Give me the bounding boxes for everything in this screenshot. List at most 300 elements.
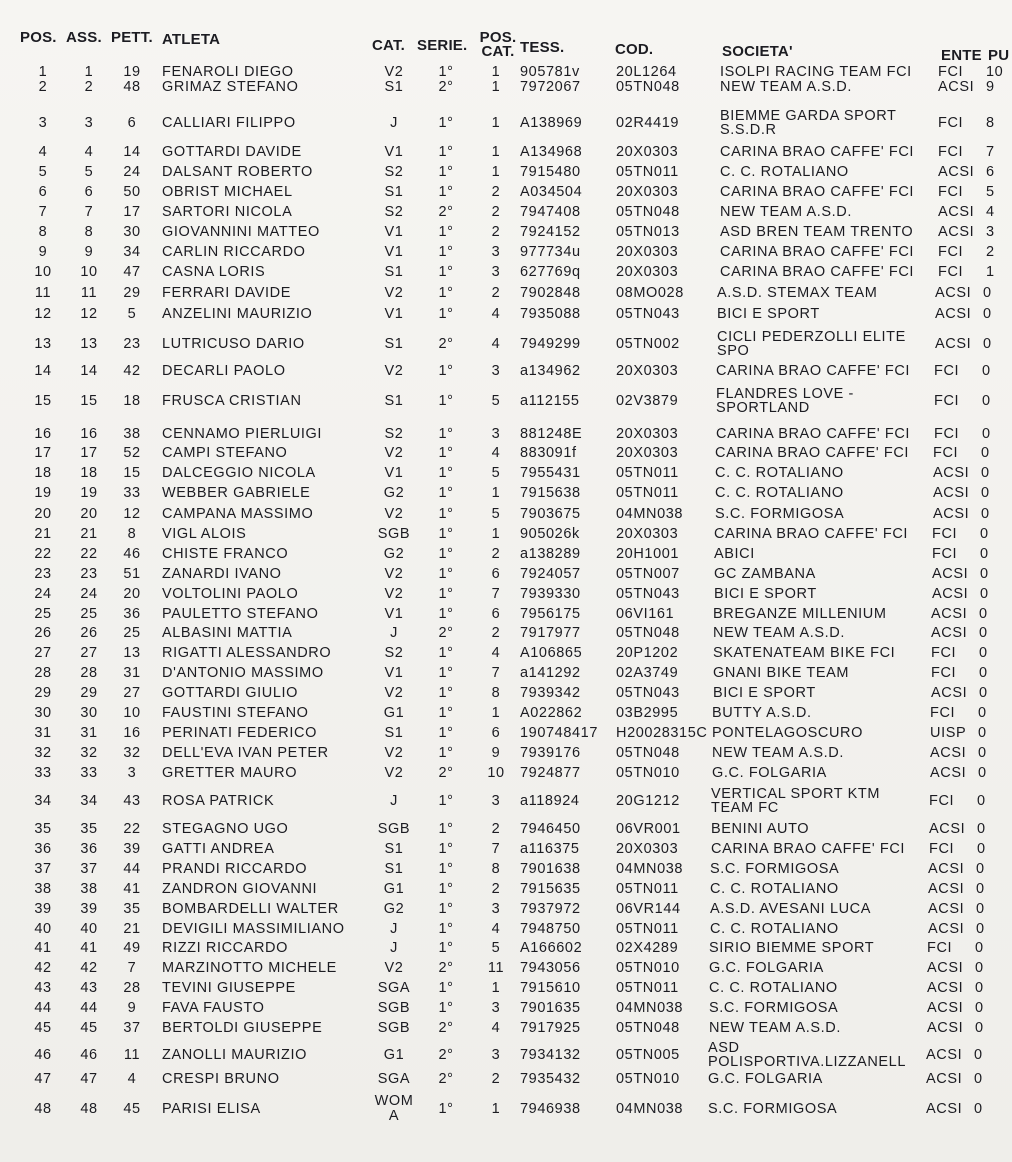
cell-ass: 7 xyxy=(84,204,94,220)
cell-serie: 1° xyxy=(438,264,454,280)
cell-ass: 4 xyxy=(84,144,94,160)
cell-poscat: 3 xyxy=(491,793,501,809)
cell-ass: 48 xyxy=(80,1101,98,1117)
cell-pu: 0 xyxy=(976,921,985,937)
cell-pos: 41 xyxy=(34,940,52,956)
cell-poscat: 9 xyxy=(491,745,501,761)
cell-cat: SGA xyxy=(377,1071,411,1087)
cell-ass: 30 xyxy=(80,705,98,721)
cell-pos: 30 xyxy=(34,705,52,721)
cell-serie: 1° xyxy=(438,901,454,917)
cell-pu: 0 xyxy=(979,665,988,681)
cell-poscat: 7 xyxy=(491,841,501,857)
cell-pett: 27 xyxy=(123,685,141,701)
cell-ente: ACSI xyxy=(931,606,968,622)
cell-poscat: 2 xyxy=(491,881,501,897)
cell-tess: 7934132 xyxy=(520,1047,581,1063)
cell-societa: ASD POLISPORTIVA.LIZZANELL xyxy=(708,1040,907,1070)
cell-ass: 39 xyxy=(80,901,98,917)
cell-cat: SGB xyxy=(377,526,411,542)
cell-ente: FCI xyxy=(933,445,959,461)
cell-societa: CARINA BRAO CAFFE' FCI xyxy=(720,264,915,280)
cell-ente: FCI xyxy=(938,115,964,131)
cell-pu: 0 xyxy=(981,485,990,501)
cell-pos: 19 xyxy=(34,485,52,501)
cell-ass: 1 xyxy=(84,64,94,80)
cell-ass: 40 xyxy=(80,921,98,937)
cell-atleta: RIZZI RICCARDO xyxy=(162,940,289,956)
cell-serie: 2° xyxy=(438,960,454,976)
cell-ente: FCI xyxy=(932,546,958,562)
cell-cod: 05TN011 xyxy=(616,921,679,937)
cell-pos: 45 xyxy=(34,1020,52,1036)
cell-ass: 17 xyxy=(80,445,98,461)
cell-ente: ACSI xyxy=(927,960,964,976)
cell-atleta: PERINATI FEDERICO xyxy=(162,725,317,741)
cell-pos: 40 xyxy=(34,921,52,937)
cell-ente: FCI xyxy=(931,665,957,681)
cell-ente: FCI xyxy=(938,64,964,80)
cell-pett: 43 xyxy=(123,793,141,809)
cell-pos: 9 xyxy=(38,244,48,260)
cell-poscat: 1 xyxy=(491,485,501,501)
cell-cod: 05TN011 xyxy=(616,465,679,481)
cell-serie: 1° xyxy=(438,393,454,409)
cell-cat: G2 xyxy=(383,485,405,501)
cell-pu: 0 xyxy=(979,625,988,641)
cell-cod: 05TN005 xyxy=(616,1047,680,1063)
cell-pos: 31 xyxy=(34,725,52,741)
cell-tess: 7939342 xyxy=(520,685,581,701)
cell-serie: 1° xyxy=(438,793,454,809)
cell-pu: 0 xyxy=(977,793,986,809)
cell-societa: NEW TEAM A.S.D. xyxy=(709,1020,842,1036)
cell-ass: 27 xyxy=(80,645,98,661)
cell-tess: 7943056 xyxy=(520,960,581,976)
cell-pu: 4 xyxy=(986,204,995,220)
cell-cod: 04MN038 xyxy=(616,861,684,877)
cell-cat: V2 xyxy=(384,586,404,602)
cell-cod: 05TN043 xyxy=(616,306,680,322)
cell-pos: 21 xyxy=(34,526,52,542)
cell-pos: 22 xyxy=(34,546,52,562)
cell-pu: 0 xyxy=(978,705,987,721)
cell-pu: 0 xyxy=(982,363,991,379)
cell-atleta: CENNAMO PIERLUIGI xyxy=(162,426,323,442)
cell-pett: 11 xyxy=(123,1047,141,1063)
cell-pett: 5 xyxy=(127,306,137,322)
cell-pett: 45 xyxy=(123,1101,141,1117)
cell-pos: 42 xyxy=(34,960,52,976)
cell-atleta: PAULETTO STEFANO xyxy=(162,606,319,622)
cell-cod: 20P1202 xyxy=(616,645,679,661)
cell-pos: 8 xyxy=(38,224,48,240)
cell-atleta: SARTORI NICOLA xyxy=(162,204,293,220)
cell-societa: CARINA BRAO CAFFE' FCI xyxy=(716,363,911,379)
cell-pett: 10 xyxy=(123,705,141,721)
cell-cod: 02V3879 xyxy=(616,393,679,409)
cell-ente: ACSI xyxy=(933,465,970,481)
cell-poscat: 4 xyxy=(491,306,501,322)
cell-tess: a141292 xyxy=(520,665,581,681)
cell-tess: a134962 xyxy=(520,363,581,379)
cell-pett: 6 xyxy=(127,115,137,131)
cell-ass: 24 xyxy=(80,586,98,602)
cell-cod: 02X4289 xyxy=(616,940,679,956)
cell-ass: 13 xyxy=(80,336,98,352)
cell-ass: 16 xyxy=(80,426,98,442)
cell-atleta: BERTOLDI GIUSEPPE xyxy=(162,1020,323,1036)
cell-societa: CARINA BRAO CAFFE' FCI xyxy=(720,184,915,200)
cell-serie: 1° xyxy=(438,586,454,602)
cell-ente: ACSI xyxy=(931,625,968,641)
cell-ente: FCI xyxy=(929,841,955,857)
cell-atleta: ALBASINI MATTIA xyxy=(162,625,293,641)
cell-pett: 9 xyxy=(127,1000,137,1016)
cell-ass: 18 xyxy=(80,465,98,481)
cell-serie: 2° xyxy=(438,336,454,352)
header-serie: SERIE. xyxy=(417,37,468,54)
cell-ente: ACSI xyxy=(938,224,975,240)
cell-atleta: DELL'EVA IVAN PETER xyxy=(162,745,329,761)
cell-poscat: 2 xyxy=(491,224,501,240)
header-cod: COD. xyxy=(615,41,654,58)
cell-cat: V2 xyxy=(384,363,404,379)
cell-cat: SGA xyxy=(377,980,411,996)
header-tess: TESS. xyxy=(520,39,565,56)
cell-poscat: 10 xyxy=(487,765,505,781)
cell-poscat: 1 xyxy=(491,144,501,160)
cell-societa: G.C. FOLGARIA xyxy=(712,765,827,781)
cell-tess: a118924 xyxy=(520,793,580,809)
cell-serie: 1° xyxy=(438,841,454,857)
cell-ente: ACSI xyxy=(926,1047,963,1063)
cell-serie: 1° xyxy=(438,244,454,260)
cell-tess: 627769q xyxy=(520,264,581,280)
cell-serie: 1° xyxy=(438,164,454,180)
cell-tess: 7901635 xyxy=(520,1000,581,1016)
cell-cod: 05TN011 xyxy=(616,485,679,501)
cell-societa: NEW TEAM A.S.D. xyxy=(720,204,853,220)
cell-cod: 20X0303 xyxy=(616,244,679,260)
cell-cod: 05TN010 xyxy=(616,765,680,781)
cell-poscat: 2 xyxy=(491,546,501,562)
cell-serie: 1° xyxy=(438,606,454,622)
cell-pos: 46 xyxy=(34,1047,52,1063)
cell-societa: BICI E SPORT xyxy=(713,685,816,701)
cell-cod: 05TN002 xyxy=(616,336,680,352)
cell-tess: 977734u xyxy=(520,244,581,260)
cell-atleta: DECARLI PAOLO xyxy=(162,363,286,379)
cell-poscat: 1 xyxy=(491,1101,501,1117)
cell-pu: 0 xyxy=(975,940,984,956)
cell-pett: 42 xyxy=(123,363,141,379)
cell-ente: ACSI xyxy=(928,901,965,917)
cell-cat: S1 xyxy=(384,841,404,857)
cell-pett: 30 xyxy=(123,224,141,240)
cell-pu: 10 xyxy=(986,64,1004,80)
cell-tess: A022862 xyxy=(520,705,583,721)
cell-cat: V1 xyxy=(384,465,404,481)
cell-societa: SKATENATEAM BIKE FCI xyxy=(713,645,896,661)
cell-atleta: OBRIST MICHAEL xyxy=(162,184,293,200)
cell-atleta: CALLIARI FILIPPO xyxy=(162,115,296,131)
cell-pett: 35 xyxy=(123,901,141,917)
cell-pu: 0 xyxy=(981,506,990,522)
cell-serie: 1° xyxy=(438,566,454,582)
cell-atleta: ZANOLLI MAURIZIO xyxy=(162,1047,307,1063)
cell-pett: 13 xyxy=(123,645,141,661)
cell-tess: 7947408 xyxy=(520,204,581,220)
cell-pos: 48 xyxy=(34,1101,52,1117)
cell-ass: 23 xyxy=(80,566,98,582)
cell-pett: 21 xyxy=(123,921,141,937)
cell-tess: 7955431 xyxy=(520,465,581,481)
cell-ass: 36 xyxy=(80,841,98,857)
cell-tess: 7917925 xyxy=(520,1020,581,1036)
header-ass: ASS. xyxy=(66,29,102,46)
cell-ente: FCI xyxy=(934,363,960,379)
cell-tess: 7915480 xyxy=(520,164,581,180)
cell-ente: ACSI xyxy=(926,1071,963,1087)
cell-cod: 02A3749 xyxy=(616,665,679,681)
cell-cat: V1 xyxy=(384,224,404,240)
cell-pett: 28 xyxy=(123,980,141,996)
cell-cod: 20X0303 xyxy=(616,264,679,280)
cell-atleta: DALCEGGIO NICOLA xyxy=(162,465,316,481)
cell-cat: WOM A xyxy=(374,1093,414,1124)
cell-poscat: 4 xyxy=(491,1020,501,1036)
cell-serie: 1° xyxy=(438,285,454,301)
cell-pu: 0 xyxy=(976,881,985,897)
cell-cat: G2 xyxy=(383,546,405,562)
cell-ente: ACSI xyxy=(927,980,964,996)
cell-serie: 1° xyxy=(438,445,454,461)
cell-cod: 20X0303 xyxy=(616,144,679,160)
cell-cat: V1 xyxy=(384,665,404,681)
cell-cat: V1 xyxy=(384,244,404,260)
cell-ente: UISP xyxy=(930,725,967,741)
cell-cod: 05TN048 xyxy=(616,1020,680,1036)
cell-ente: ACSI xyxy=(929,821,966,837)
cell-cat: G2 xyxy=(383,901,405,917)
cell-pett: 51 xyxy=(123,566,141,582)
cell-cat: S1 xyxy=(384,79,404,95)
cell-pett: 52 xyxy=(123,445,141,461)
cell-pos: 3 xyxy=(38,115,48,131)
cell-societa: CARINA BRAO CAFFE' FCI xyxy=(716,426,911,442)
cell-poscat: 5 xyxy=(491,940,501,956)
cell-pett: 50 xyxy=(123,184,141,200)
cell-pu: 3 xyxy=(986,224,995,240)
cell-societa: CARINA BRAO CAFFE' FCI xyxy=(720,144,915,160)
cell-pos: 20 xyxy=(34,506,52,522)
cell-tess: A134968 xyxy=(520,144,583,160)
cell-societa: BUTTY A.S.D. xyxy=(712,705,812,721)
cell-ente: FCI xyxy=(934,426,960,442)
cell-societa: S.C. FORMIGOSA xyxy=(715,506,845,522)
cell-pu: 0 xyxy=(975,1000,984,1016)
cell-poscat: 4 xyxy=(491,336,501,352)
cell-ass: 47 xyxy=(80,1071,98,1087)
cell-cat: G1 xyxy=(383,705,405,721)
cell-ente: ACSI xyxy=(935,285,972,301)
cell-pu: 0 xyxy=(982,393,991,409)
cell-ass: 28 xyxy=(80,665,98,681)
cell-serie: 1° xyxy=(438,465,454,481)
cell-atleta: CARLIN RICCARDO xyxy=(162,244,306,260)
cell-ass: 11 xyxy=(80,285,98,301)
cell-cod: 02R4419 xyxy=(616,115,680,131)
cell-poscat: 2 xyxy=(491,821,501,837)
cell-pu: 0 xyxy=(980,566,989,582)
cell-pos: 33 xyxy=(34,765,52,781)
cell-atleta: GATTI ANDREA xyxy=(162,841,275,857)
cell-atleta: ANZELINI MAURIZIO xyxy=(162,306,313,322)
cell-atleta: RIGATTI ALESSANDRO xyxy=(162,645,332,661)
cell-pett: 12 xyxy=(123,506,141,522)
cell-cod: 04MN038 xyxy=(616,1000,684,1016)
cell-tess: 190748417 xyxy=(520,725,598,741)
cell-ente: ACSI xyxy=(933,485,970,501)
cell-poscat: 4 xyxy=(491,445,501,461)
cell-ass: 5 xyxy=(84,164,94,180)
cell-serie: 1° xyxy=(438,546,454,562)
cell-pett: 3 xyxy=(127,765,137,781)
cell-tess: 7915635 xyxy=(520,881,581,897)
cell-cat: SGB xyxy=(377,1000,411,1016)
cell-atleta: STEGAGNO UGO xyxy=(162,821,289,837)
cell-ass: 46 xyxy=(80,1047,98,1063)
cell-poscat: 3 xyxy=(491,901,501,917)
cell-pu: 0 xyxy=(974,1101,983,1117)
cell-atleta: FAUSTINI STEFANO xyxy=(162,705,309,721)
cell-cat: S1 xyxy=(384,393,404,409)
cell-cod: 05TN010 xyxy=(616,1071,680,1087)
cell-serie: 2° xyxy=(438,79,454,95)
cell-ass: 14 xyxy=(80,363,98,379)
cell-pu: 0 xyxy=(982,426,991,442)
cell-pett: 49 xyxy=(123,940,141,956)
cell-pos: 5 xyxy=(38,164,48,180)
cell-poscat: 11 xyxy=(487,960,505,976)
cell-pu: 0 xyxy=(975,1020,984,1036)
cell-cat: S2 xyxy=(384,164,404,180)
cell-pett: 4 xyxy=(127,1071,137,1087)
cell-cod: 05TN043 xyxy=(616,586,680,602)
cell-poscat: 5 xyxy=(491,465,501,481)
cell-societa: SIRIO BIEMME SPORT xyxy=(709,940,875,956)
cell-serie: 1° xyxy=(438,363,454,379)
cell-ass: 41 xyxy=(80,940,98,956)
cell-serie: 1° xyxy=(438,861,454,877)
cell-ass: 45 xyxy=(80,1020,98,1036)
cell-pu: 0 xyxy=(974,1071,983,1087)
cell-pu: 0 xyxy=(974,1047,983,1063)
cell-cat: S1 xyxy=(384,725,404,741)
cell-poscat: 6 xyxy=(491,606,501,622)
cell-serie: 1° xyxy=(438,144,454,160)
cell-atleta: GOTTARDI GIULIO xyxy=(162,685,299,701)
cell-pett: 7 xyxy=(127,960,137,976)
cell-societa: BIEMME GARDA SPORT S.S.D.R xyxy=(720,108,897,138)
cell-societa: C. C. ROTALIANO xyxy=(710,881,839,897)
cell-tess: 881248E xyxy=(520,426,583,442)
cell-ass: 43 xyxy=(80,980,98,996)
cell-atleta: GRIMAZ STEFANO xyxy=(162,79,299,95)
cell-atleta: VIGL ALOIS xyxy=(162,526,247,542)
cell-societa: GC ZAMBANA xyxy=(714,566,816,582)
cell-societa: CARINA BRAO CAFFE' FCI xyxy=(720,244,915,260)
cell-pu: 6 xyxy=(986,164,995,180)
cell-serie: 1° xyxy=(438,526,454,542)
cell-atleta: LUTRICUSO DARIO xyxy=(162,336,305,352)
cell-atleta: MARZINOTTO MICHELE xyxy=(162,960,337,976)
cell-societa: ASD BREN TEAM TRENTO xyxy=(720,224,914,240)
cell-ente: ACSI xyxy=(938,79,975,95)
cell-atleta: CAMPANA MASSIMO xyxy=(162,506,314,522)
cell-cat: V2 xyxy=(384,64,404,80)
cell-ente: ACSI xyxy=(931,685,968,701)
cell-pos: 24 xyxy=(34,586,52,602)
cell-pu: 0 xyxy=(983,285,992,301)
cell-serie: 1° xyxy=(438,685,454,701)
cell-societa: S.C. FORMIGOSA xyxy=(709,1000,839,1016)
cell-tess: 7924877 xyxy=(520,765,581,781)
cell-pu: 0 xyxy=(976,901,985,917)
cell-ente: FCI xyxy=(931,645,957,661)
cell-poscat: 7 xyxy=(491,665,501,681)
cell-poscat: 3 xyxy=(491,244,501,260)
cell-ass: 31 xyxy=(80,725,98,741)
cell-pett: 37 xyxy=(123,1020,141,1036)
cell-poscat: 1 xyxy=(491,526,501,542)
cell-pu: 0 xyxy=(976,861,985,877)
cell-serie: 1° xyxy=(438,115,454,131)
cell-pos: 4 xyxy=(38,144,48,160)
cell-ente: ACSI xyxy=(938,164,975,180)
cell-tess: A106865 xyxy=(520,645,583,661)
cell-atleta: BOMBARDELLI WALTER xyxy=(162,901,339,917)
header-cat: CAT. xyxy=(372,37,406,54)
cell-tess: 7902848 xyxy=(520,285,581,301)
cell-tess: 7903675 xyxy=(520,506,581,522)
cell-tess: 7935088 xyxy=(520,306,581,322)
cell-ass: 6 xyxy=(84,184,94,200)
cell-societa: C. C. ROTALIANO xyxy=(715,485,844,501)
cell-cat: G1 xyxy=(383,1047,405,1063)
cell-atleta: FAVA FAUSTO xyxy=(162,1000,265,1016)
cell-pett: 20 xyxy=(123,586,141,602)
cell-tess: 7937972 xyxy=(520,901,581,917)
cell-societa: C. C. ROTALIANO xyxy=(709,980,838,996)
cell-pett: 16 xyxy=(123,725,141,741)
cell-cat: S1 xyxy=(384,184,404,200)
cell-atleta: TEVINI GIUSEPPE xyxy=(162,980,296,996)
cell-pett: 32 xyxy=(123,745,141,761)
cell-serie: 2° xyxy=(438,1047,454,1063)
cell-serie: 2° xyxy=(438,1020,454,1036)
cell-pu: 0 xyxy=(979,606,988,622)
cell-cod: 05TN048 xyxy=(616,625,680,641)
cell-cat: V2 xyxy=(384,566,404,582)
cell-ente: FCI xyxy=(929,793,955,809)
cell-cod: 05TN048 xyxy=(616,745,680,761)
cell-poscat: 8 xyxy=(491,861,501,877)
cell-cat: J xyxy=(390,921,398,937)
cell-societa: NEW TEAM A.S.D. xyxy=(713,625,846,641)
cell-atleta: WEBBER GABRIELE xyxy=(162,485,311,501)
